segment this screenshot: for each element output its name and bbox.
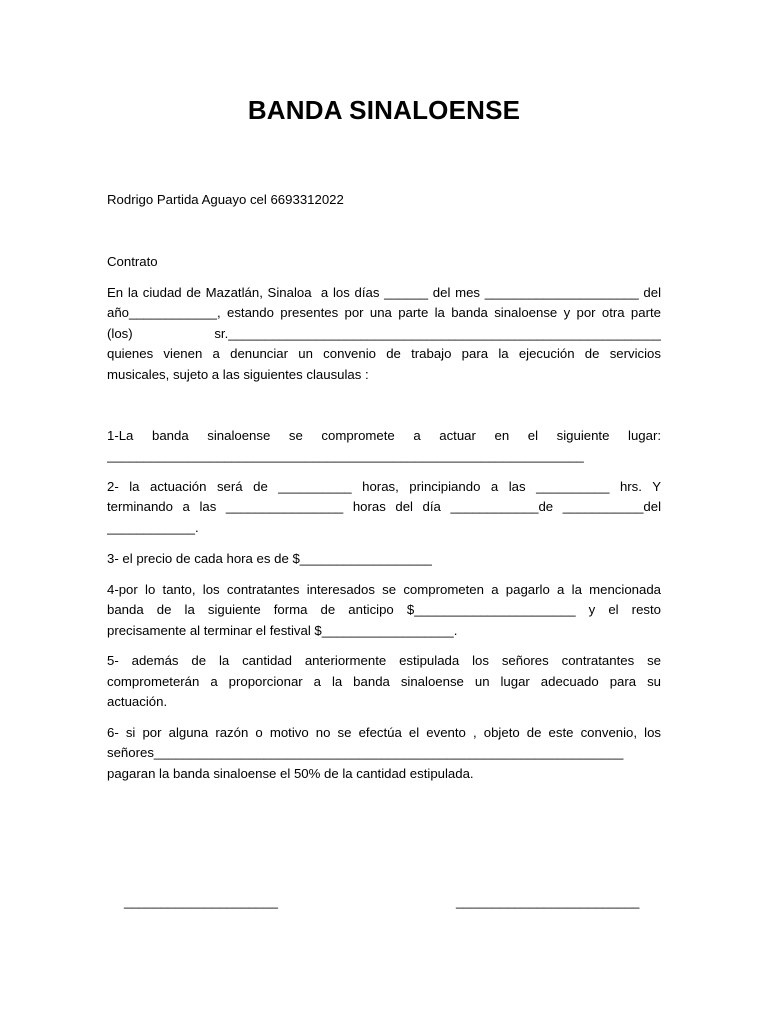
clause-2-line: terminando a las ________________ horas del día ____________de ___________del (107, 499, 661, 514)
clause-4-line: 4-por lo tanto, los contratantes interesados se comprometen a pagarlo a la mencionada (107, 582, 661, 597)
section-label: Contrato (107, 254, 158, 269)
intro-line: En la ciudad de Mazatlán, Sinaloa a los días ______ del mes _____________________ del (107, 285, 661, 300)
clause-4-line: precisamente al terminar el festival $__________________. (107, 623, 458, 638)
clause-1-line: _________________________________________________________________ (107, 448, 584, 463)
clause-3-line: 3- el precio de cada hora es de $__________________ (107, 551, 432, 566)
clause-5-line: actuación. (107, 694, 168, 709)
clause-5-line: comprometerán a proporcionar a la banda sinaloense un lugar adecuado para su (107, 674, 661, 689)
document-title: BANDA SINALOENSE (247, 95, 521, 125)
signature-line-right: _________________________ (456, 894, 640, 909)
intro-line: año____________, estando presentes por una parte la banda sinaloense y por otra parte (107, 305, 661, 320)
clause-6-line: 6- si por alguna razón o motivo no se efectúa el evento , objeto de este convenio, los (107, 725, 661, 740)
clause-2-line: 2- la actuación será de __________ horas, principiando a las __________ hrs. Y (107, 479, 661, 494)
clause-1-line: 1-La banda sinaloense se compromete a actuar en el siguiente lugar: (107, 428, 661, 443)
clause-5-line: 5- además de la cantidad anteriormente estipulada los señores contratantes se (107, 653, 661, 668)
signature-line-left: _____________________ (124, 894, 279, 909)
intro-line: (los) sr.___________________________________________________________ (107, 326, 661, 341)
intro-line: musicales, sujeto a las siguientes clausulas : (107, 367, 369, 382)
intro-line: quienes vienen a denunciar un convenio de trabajo para la ejecución de servicios (107, 346, 661, 361)
clause-6-line: señores________________________________________________________________ (107, 745, 624, 760)
contact-line: Rodrigo Partida Aguayo cel 6693312022 (107, 192, 344, 207)
clause-4-line: banda de la siguiente forma de anticipo $______________________ y el resto (107, 602, 661, 617)
clause-2-line: ____________. (107, 520, 199, 535)
clause-6-line: pagaran la banda sinaloense el 50% de la cantidad estipulada. (107, 766, 474, 781)
